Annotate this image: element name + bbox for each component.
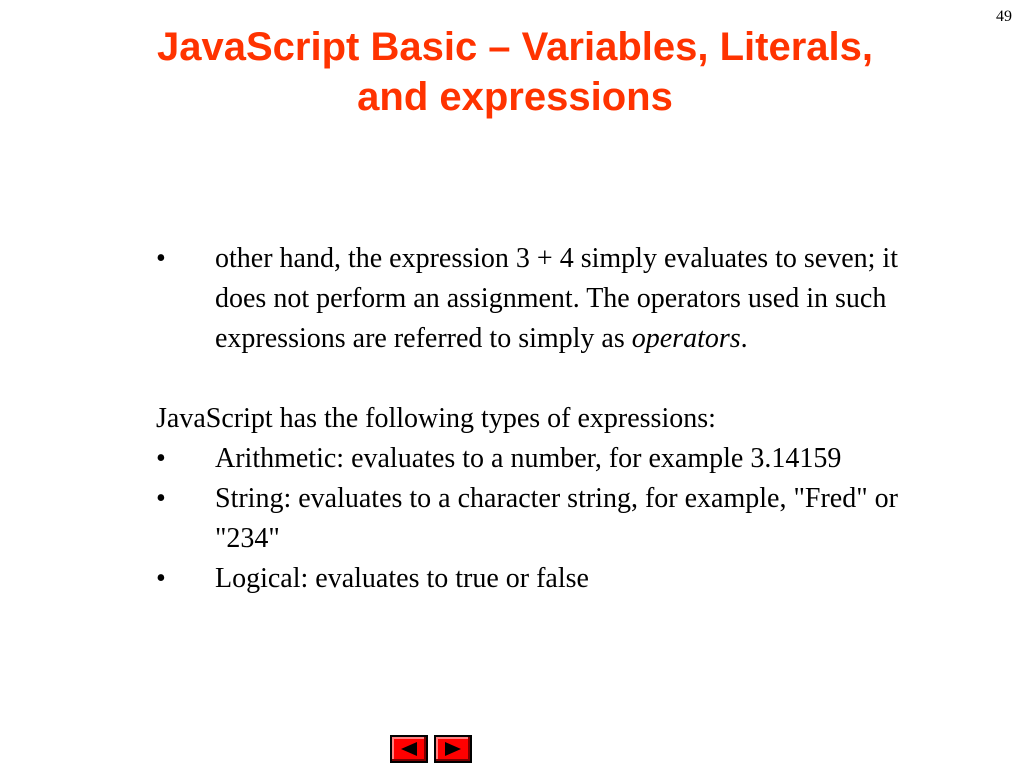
slide-navigation [390,735,472,763]
expressions-intro: JavaScript has the following types of expressions: [156,403,716,434]
bullet-item-arithmetic [156,439,956,479]
bullet-text: String: evaluates to a character string, for example, "Fred" or "234" [215,483,898,554]
bullet-item-string [156,479,956,559]
slide-title [60,22,970,122]
bullet-mark: • [156,243,166,274]
bullet-item-logical [156,559,956,599]
bullet-mark: • [156,563,166,594]
bullet-text-main: other hand, the expression 3 + 4 simply evaluates to seven; it does not perform an assignment. The operators used in such expressions are referred to simply as [215,243,898,354]
bullet-mark: • [156,443,166,474]
bullet-mark: • [156,483,166,514]
bullet-item [156,239,956,359]
bullet-text-end: . [740,323,748,354]
emphasis-operators: operators [631,323,741,354]
bullet-text: Logical: evaluates to true or false [215,563,589,594]
triangle-left-icon [399,741,419,757]
slide-body [156,239,956,599]
bullet-text [215,239,935,359]
page-number: 49 [996,8,1012,25]
bullet-text: Arithmetic: evaluates to a number, for example 3.14159 [215,443,842,474]
slide-title-line-2: and expressions [357,75,673,119]
triangle-right-icon [443,741,463,757]
next-slide-button[interactable] [434,735,472,763]
previous-slide-button[interactable] [390,735,428,763]
slide-title-line-1: JavaScript Basic – Variables, Literals, [157,25,873,69]
